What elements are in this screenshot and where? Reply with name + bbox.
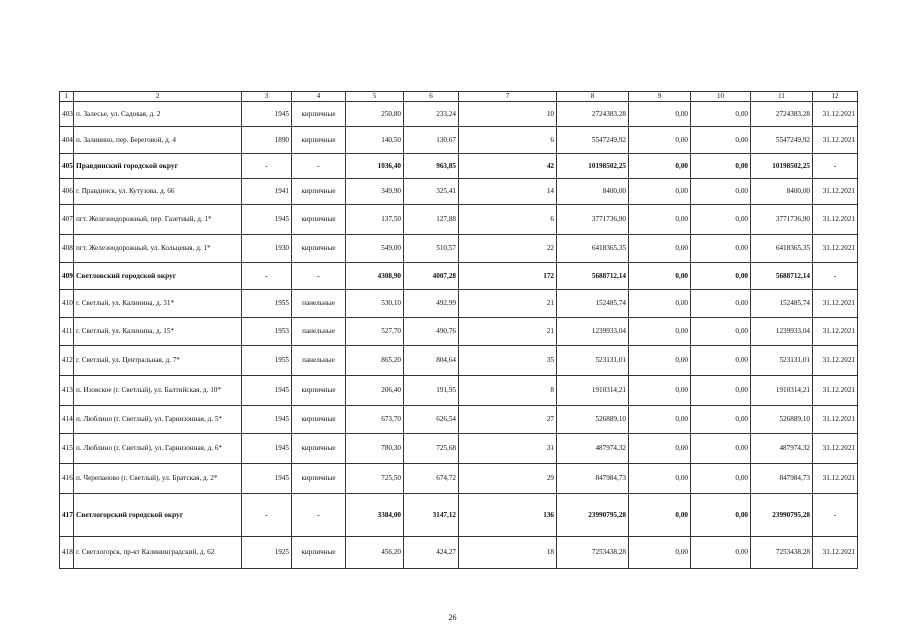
address-cell: Светлогорский городской округ [74, 494, 242, 537]
residential-area-cell: 4007,28 [404, 263, 459, 290]
row-number-cell: 406 [60, 179, 74, 205]
row-number-cell: 417 [60, 494, 74, 537]
cost-col-9-cell: 0,00 [629, 494, 691, 537]
table-row [60, 406, 858, 434]
cost-col-9-cell: 0,00 [629, 127, 691, 154]
total-area-cell: 527,70 [346, 318, 404, 346]
row-number-cell: 414 [60, 406, 74, 434]
resident-count-cell: 27 [459, 406, 557, 434]
cost-col-11-cell: 523131,01 [751, 346, 813, 376]
address-cell: г. Светлый, ул. Центральная, д. 7* [74, 346, 242, 376]
cost-col-10-cell: 0,00 [691, 464, 751, 494]
year-built-cell: 1945 [242, 102, 292, 127]
cost-col-10-cell: 0,00 [691, 376, 751, 406]
wall-material-cell: кирпичные [292, 205, 346, 235]
resident-count-cell: 8 [459, 376, 557, 406]
cost-col-9-cell: 0,00 [629, 434, 691, 464]
completion-date-cell: - [813, 494, 858, 537]
row-number-cell: 410 [60, 290, 74, 318]
residential-area-cell: 804,64 [404, 346, 459, 376]
resident-count-cell: 31 [459, 434, 557, 464]
row-number-cell: 407 [60, 205, 74, 235]
cost-col-10-cell: 0,00 [691, 346, 751, 376]
total-area-cell: 349,90 [346, 179, 404, 205]
total-area-cell: 140,50 [346, 127, 404, 154]
address-cell: пгт. Железнодорожный, ул. Кольцевая, д. 1* [74, 235, 242, 263]
residential-area-cell: 233,24 [404, 102, 459, 127]
resident-count-cell: 21 [459, 290, 557, 318]
cost-col-11-cell: 1239933,04 [751, 318, 813, 346]
address-cell: г. Светлогорск, пр-кт Калининградский, д. 62 [74, 537, 242, 569]
cost-col-10-cell: 0,00 [691, 154, 751, 179]
cost-total-cell: 847984,73 [557, 464, 629, 494]
cost-col-9-cell: 0,00 [629, 263, 691, 290]
wall-material-cell: кирпичные [292, 127, 346, 154]
cost-col-11-cell: 2724383,28 [751, 102, 813, 127]
cost-total-cell: 5688712,14 [557, 263, 629, 290]
cost-total-cell: 1239933,04 [557, 318, 629, 346]
table-row [60, 205, 858, 235]
cost-col-11-cell: 6418365,35 [751, 235, 813, 263]
address-cell: Светловский городской округ [74, 263, 242, 290]
year-built-cell: 1945 [242, 406, 292, 434]
table-row [60, 127, 858, 154]
table-row [60, 346, 858, 376]
wall-material-cell: панельные [292, 346, 346, 376]
wall-material-cell: кирпичные [292, 434, 346, 464]
cost-col-10-cell: 0,00 [691, 494, 751, 537]
cost-col-9-cell: 0,00 [629, 464, 691, 494]
address-cell: п. Залесье, ул. Садовая, д. 2 [74, 102, 242, 127]
cost-col-9-cell: 0,00 [629, 376, 691, 406]
row-number-cell: 413 [60, 376, 74, 406]
cost-total-cell: 8400,00 [557, 179, 629, 205]
resident-count-cell: 29 [459, 464, 557, 494]
completion-date-cell: - [813, 263, 858, 290]
resident-count-cell: 136 [459, 494, 557, 537]
column-header: 10 [691, 92, 751, 102]
district-total-row [60, 494, 858, 537]
resident-count-cell: 6 [459, 205, 557, 235]
completion-date-cell: 31.12.2021 [813, 318, 858, 346]
completion-date-cell: 31.12.2021 [813, 205, 858, 235]
cost-total-cell: 6418365,35 [557, 235, 629, 263]
resident-count-cell: 21 [459, 318, 557, 346]
cost-col-9-cell: 0,00 [629, 179, 691, 205]
table-row [60, 102, 858, 127]
cost-col-11-cell: 10198502,25 [751, 154, 813, 179]
address-cell: Правдинский городской округ [74, 154, 242, 179]
completion-date-cell: 31.12.2021 [813, 464, 858, 494]
cost-col-10-cell: 0,00 [691, 263, 751, 290]
total-area-cell: 549,00 [346, 235, 404, 263]
year-built-cell: 1945 [242, 434, 292, 464]
address-cell: г. Светлый, ул. Калинина, д. 15* [74, 318, 242, 346]
wall-material-cell: кирпичные [292, 537, 346, 569]
completion-date-cell: - [813, 154, 858, 179]
table-row [60, 376, 858, 406]
total-area-cell: 456,20 [346, 537, 404, 569]
column-header: 11 [751, 92, 813, 102]
cost-total-cell: 152485,74 [557, 290, 629, 318]
wall-material-cell: кирпичные [292, 235, 346, 263]
cost-total-cell: 2724383,28 [557, 102, 629, 127]
column-header: 3 [242, 92, 292, 102]
cost-col-10-cell: 0,00 [691, 406, 751, 434]
wall-material-cell: кирпичные [292, 406, 346, 434]
cost-total-cell: 3771736,90 [557, 205, 629, 235]
cost-col-9-cell: 0,00 [629, 346, 691, 376]
row-number-cell: 409 [60, 263, 74, 290]
cost-total-cell: 7253438,28 [557, 537, 629, 569]
cost-total-cell: 526889,10 [557, 406, 629, 434]
total-area-cell: 780,30 [346, 434, 404, 464]
completion-date-cell: 31.12.2021 [813, 434, 858, 464]
cost-col-10-cell: 0,00 [691, 318, 751, 346]
column-header: 2 [74, 92, 242, 102]
row-number-cell: 412 [60, 346, 74, 376]
completion-date-cell: 31.12.2021 [813, 179, 858, 205]
district-total-row [60, 154, 858, 179]
cost-col-11-cell: 5688712,14 [751, 263, 813, 290]
cost-col-9-cell: 0,00 [629, 318, 691, 346]
row-number-cell: 403 [60, 102, 74, 127]
year-built-cell: 1945 [242, 464, 292, 494]
residential-area-cell: 674,72 [404, 464, 459, 494]
residential-area-cell: 510,57 [404, 235, 459, 263]
table-row [60, 318, 858, 346]
wall-material-cell: кирпичные [292, 376, 346, 406]
cost-col-10-cell: 0,00 [691, 537, 751, 569]
table-row [60, 464, 858, 494]
wall-material-cell: кирпичные [292, 179, 346, 205]
cost-col-9-cell: 0,00 [629, 235, 691, 263]
completion-date-cell: 31.12.2021 [813, 102, 858, 127]
cost-col-11-cell: 1910314,21 [751, 376, 813, 406]
completion-date-cell: 31.12.2021 [813, 127, 858, 154]
cost-col-9-cell: 0,00 [629, 406, 691, 434]
cost-col-9-cell: 0,00 [629, 102, 691, 127]
year-built-cell: 1953 [242, 318, 292, 346]
cost-col-11-cell: 526889,10 [751, 406, 813, 434]
total-area-cell: 1036,40 [346, 154, 404, 179]
table-row [60, 537, 858, 569]
year-built-cell: 1941 [242, 179, 292, 205]
page-number: 26 [448, 613, 457, 622]
cost-total-cell: 1910314,21 [557, 376, 629, 406]
column-header: 4 [292, 92, 346, 102]
resident-count-cell: 10 [459, 102, 557, 127]
cost-total-cell: 523131,01 [557, 346, 629, 376]
cost-col-9-cell: 0,00 [629, 205, 691, 235]
cost-col-10-cell: 0,00 [691, 179, 751, 205]
resident-count-cell: 42 [459, 154, 557, 179]
cost-col-9-cell: 0,00 [629, 290, 691, 318]
year-built-cell: 1955 [242, 290, 292, 318]
total-area-cell: 725,50 [346, 464, 404, 494]
address-cell: г. Правдинск, ул. Кутузова, д. 66 [74, 179, 242, 205]
completion-date-cell: 31.12.2021 [813, 235, 858, 263]
resident-count-cell: 35 [459, 346, 557, 376]
residential-area-cell: 963,85 [404, 154, 459, 179]
table-row [60, 235, 858, 263]
year-built-cell: 1925 [242, 537, 292, 569]
completion-date-cell: 31.12.2021 [813, 290, 858, 318]
cost-col-11-cell: 3771736,90 [751, 205, 813, 235]
cost-col-10-cell: 0,00 [691, 102, 751, 127]
cost-col-11-cell: 487974,32 [751, 434, 813, 464]
resident-count-cell: 6 [459, 127, 557, 154]
cost-col-10-cell: 0,00 [691, 290, 751, 318]
address-cell: п. Изовское (г. Светлый), ул. Балтийская, д. 10* [74, 376, 242, 406]
total-area-cell: 250,80 [346, 102, 404, 127]
total-area-cell: 206,40 [346, 376, 404, 406]
column-header: 5 [346, 92, 404, 102]
year-built-cell: 1945 [242, 205, 292, 235]
cost-col-11-cell: 7253438,28 [751, 537, 813, 569]
completion-date-cell: 31.12.2021 [813, 376, 858, 406]
cost-col-10-cell: 0,00 [691, 434, 751, 464]
row-number-cell: 415 [60, 434, 74, 464]
residential-area-cell: 3147,12 [404, 494, 459, 537]
table-body [60, 102, 858, 569]
address-cell: пгт. Железнодорожный, пер. Газетный, д. 1* [74, 205, 242, 235]
cost-total-cell: 5547249,92 [557, 127, 629, 154]
residential-area-cell: 490,76 [404, 318, 459, 346]
total-area-cell: 865,20 [346, 346, 404, 376]
row-number-cell: 411 [60, 318, 74, 346]
row-number-cell: 404 [60, 127, 74, 154]
total-area-cell: 137,50 [346, 205, 404, 235]
total-area-cell: 4308,90 [346, 263, 404, 290]
completion-date-cell: 31.12.2021 [813, 346, 858, 376]
completion-date-cell: 31.12.2021 [813, 537, 858, 569]
year-built-cell: 1945 [242, 376, 292, 406]
cost-col-11-cell: 8400,00 [751, 179, 813, 205]
column-header: 1 [60, 92, 74, 102]
resident-count-cell: 18 [459, 537, 557, 569]
total-area-cell: 673,70 [346, 406, 404, 434]
address-cell: п. Люблино (г. Светлый), ул. Гарнизонная, д. 5* [74, 406, 242, 434]
wall-material-cell: панельные [292, 290, 346, 318]
cost-col-9-cell: 0,00 [629, 537, 691, 569]
address-cell: г. Светлый, ул. Калинина, д. 31* [74, 290, 242, 318]
residential-area-cell: 725,68 [404, 434, 459, 464]
row-number-cell: 416 [60, 464, 74, 494]
column-header: 6 [404, 92, 459, 102]
wall-material-cell: панельные [292, 318, 346, 346]
wall-material-cell: - [292, 263, 346, 290]
residential-area-cell: 127,88 [404, 205, 459, 235]
residential-area-cell: 325,41 [404, 179, 459, 205]
row-number-cell: 405 [60, 154, 74, 179]
cost-col-11-cell: 23990795,28 [751, 494, 813, 537]
year-built-cell: 1930 [242, 235, 292, 263]
resident-count-cell: 14 [459, 179, 557, 205]
year-built-cell: - [242, 263, 292, 290]
residential-area-cell: 424,27 [404, 537, 459, 569]
total-area-cell: 3384,00 [346, 494, 404, 537]
cost-total-cell: 10198502,25 [557, 154, 629, 179]
cost-col-9-cell: 0,00 [629, 154, 691, 179]
wall-material-cell: - [292, 154, 346, 179]
address-cell: п. Люблино (г. Светлый), ул. Гарнизонная, д. 6* [74, 434, 242, 464]
address-cell: п. Заливино, пер. Береговой, д. 4 [74, 127, 242, 154]
column-header: 7 [459, 92, 557, 102]
completion-date-cell: 31.12.2021 [813, 406, 858, 434]
table-row [60, 179, 858, 205]
residential-area-cell: 130,67 [404, 127, 459, 154]
cost-col-10-cell: 0,00 [691, 235, 751, 263]
residential-area-cell: 626,54 [404, 406, 459, 434]
cost-col-11-cell: 847984,73 [751, 464, 813, 494]
year-built-cell: 1955 [242, 346, 292, 376]
cost-col-10-cell: 0,00 [691, 127, 751, 154]
cost-total-cell: 23990795,28 [557, 494, 629, 537]
column-number-row [60, 92, 858, 102]
district-total-row [60, 263, 858, 290]
wall-material-cell: кирпичные [292, 102, 346, 127]
total-area-cell: 530,10 [346, 290, 404, 318]
residential-area-cell: 191,95 [404, 376, 459, 406]
table-row [60, 434, 858, 464]
wall-material-cell: - [292, 494, 346, 537]
cost-col-11-cell: 5547249,92 [751, 127, 813, 154]
column-header: 12 [813, 92, 858, 102]
housing-register-table [59, 91, 858, 569]
residential-area-cell: 492,99 [404, 290, 459, 318]
column-header: 8 [557, 92, 629, 102]
row-number-cell: 408 [60, 235, 74, 263]
year-built-cell: - [242, 494, 292, 537]
resident-count-cell: 172 [459, 263, 557, 290]
year-built-cell: - [242, 154, 292, 179]
address-cell: п. Черепаново (г. Светлый), ул. Братская, д. 2* [74, 464, 242, 494]
row-number-cell: 418 [60, 537, 74, 569]
table-row [60, 290, 858, 318]
wall-material-cell: кирпичные [292, 464, 346, 494]
resident-count-cell: 22 [459, 235, 557, 263]
year-built-cell: 1890 [242, 127, 292, 154]
column-header: 9 [629, 92, 691, 102]
cost-col-11-cell: 152485,74 [751, 290, 813, 318]
cost-col-10-cell: 0,00 [691, 205, 751, 235]
cost-total-cell: 487974,32 [557, 434, 629, 464]
